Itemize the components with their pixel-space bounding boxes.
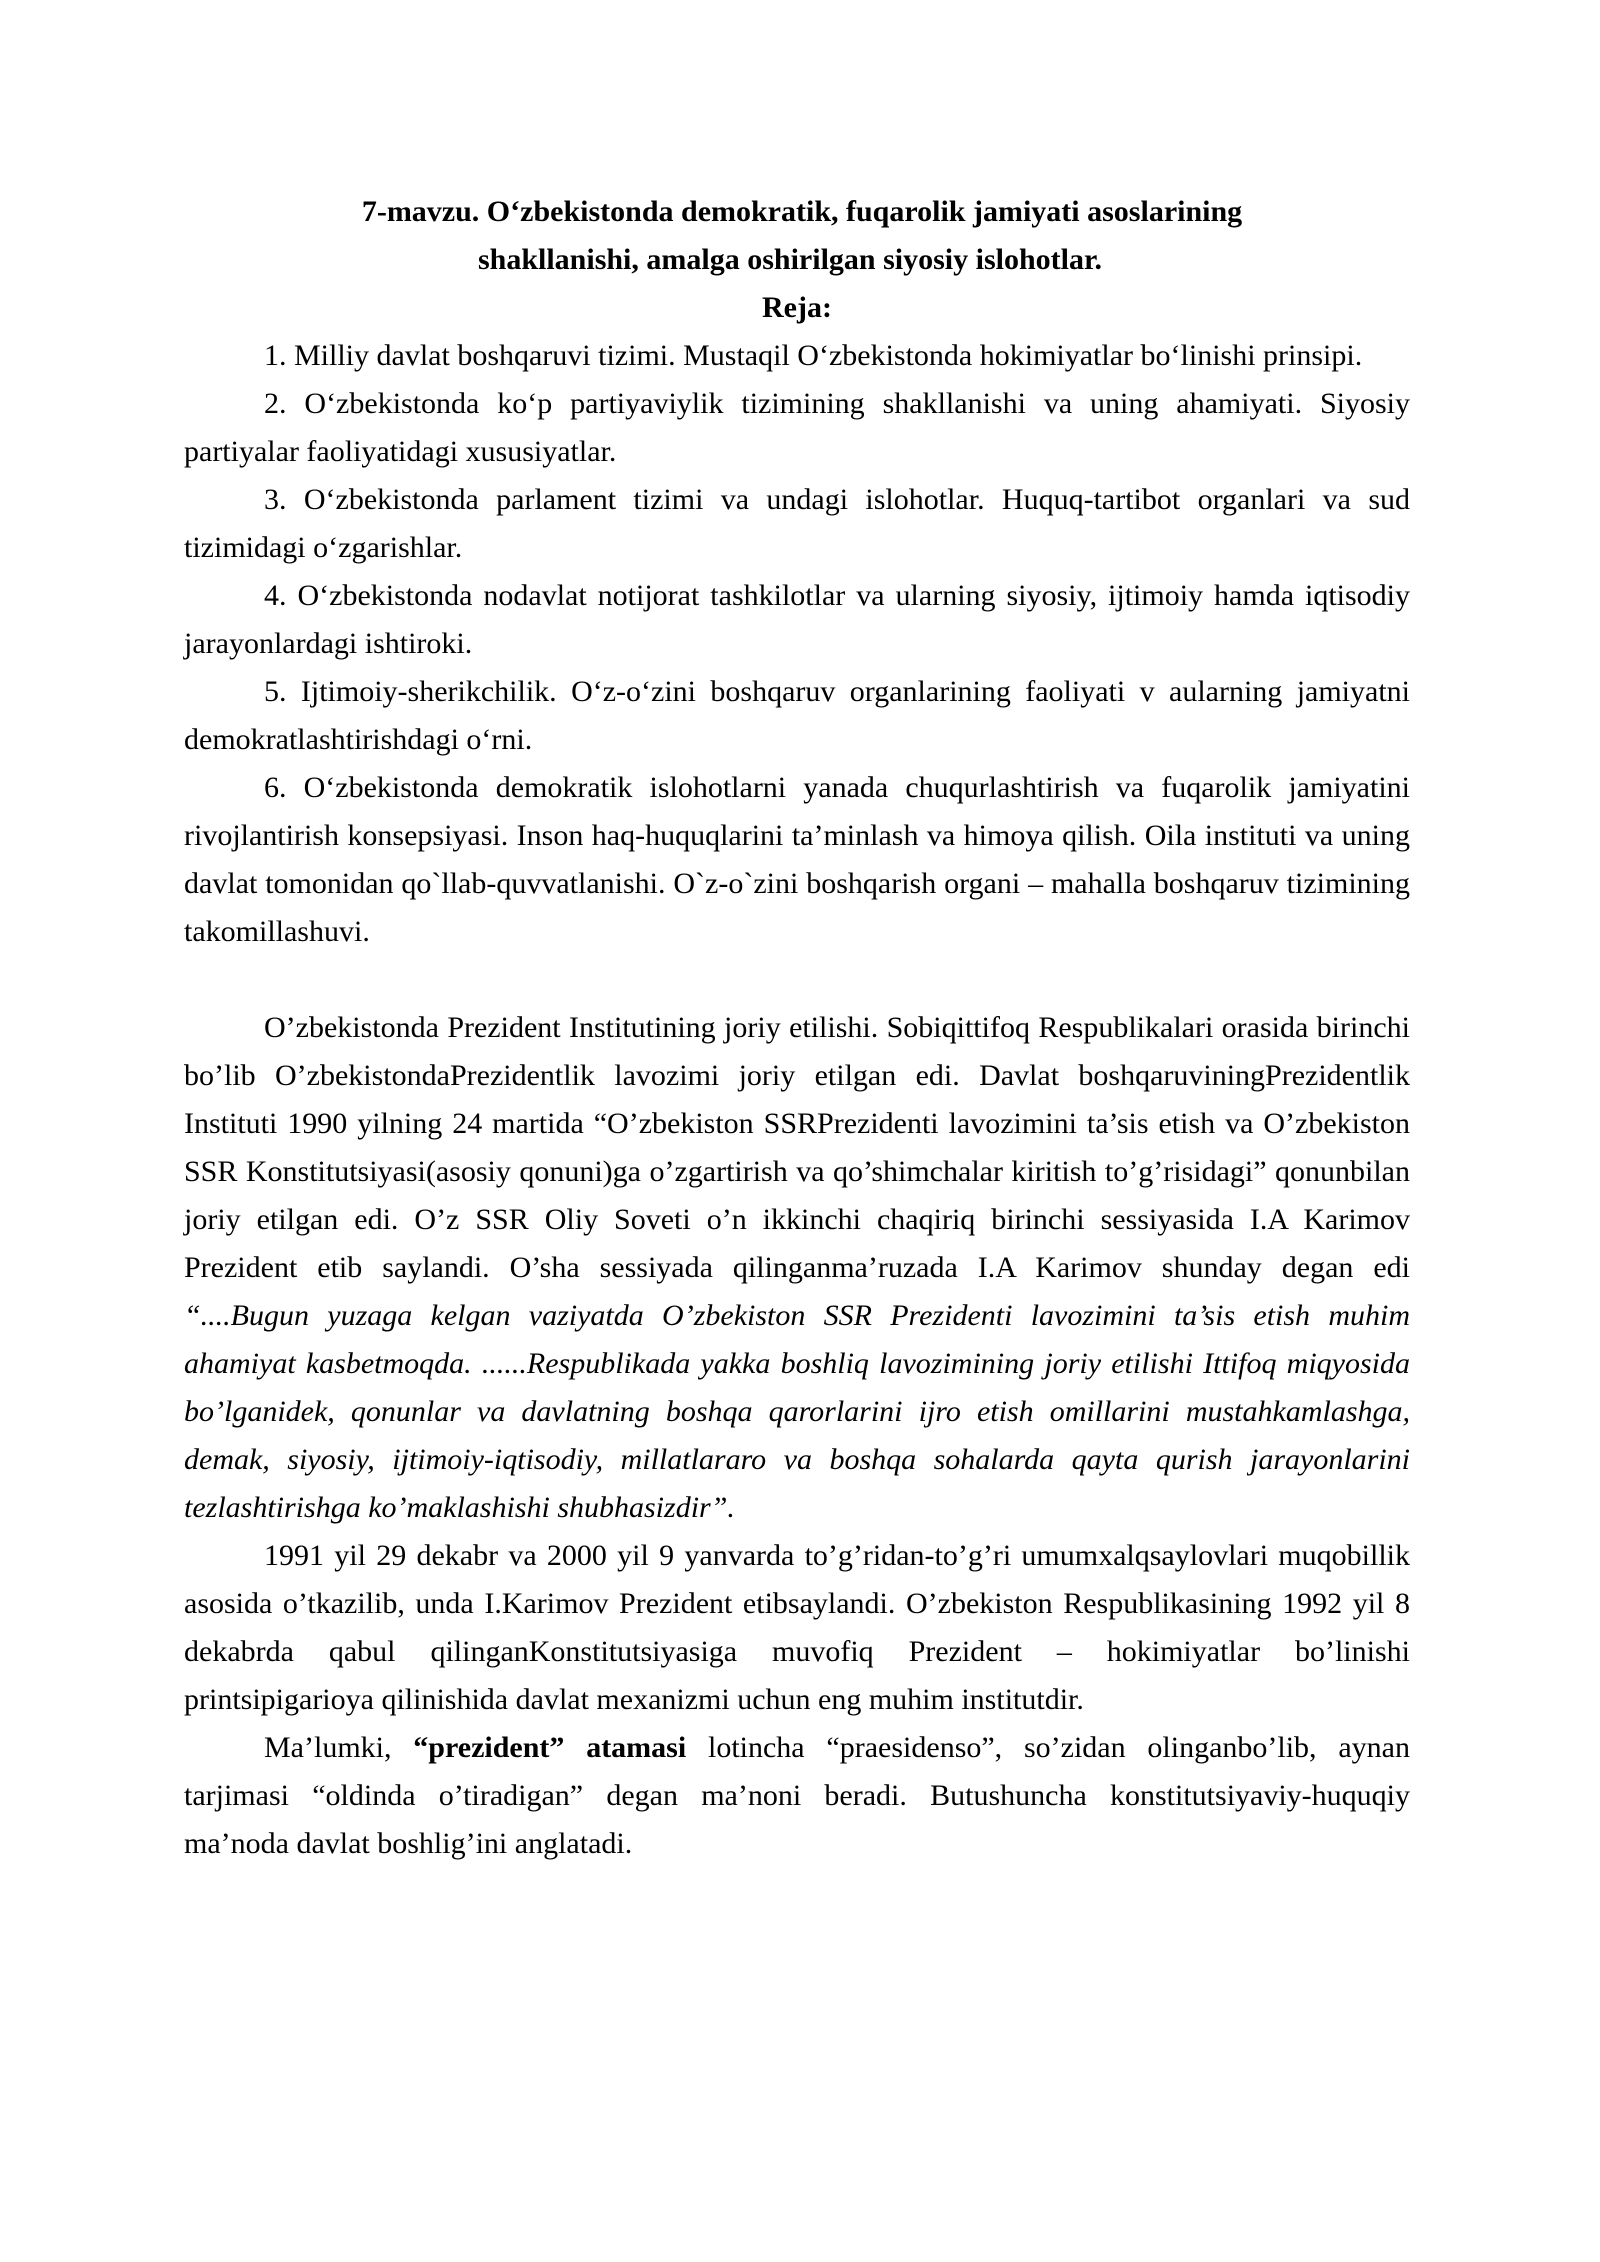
plan-list (184, 332, 1410, 956)
paragraph-3-rest: lotincha “praesidenso”, so’zidan olinganbo’lib, aynan tarjimasi “oldinda o’tiradigan” degan ma’noni beradi. Butushuncha konstitutsiyaviy-huquqiy ma’noda davlat boshlig’ini anglatadi. (184, 1731, 1410, 1860)
paragraph-spacer (184, 956, 1410, 1004)
plan-item-2: 2. O‘zbekistonda ko‘p partiyaviylik tizimining shakllanishi va uning ahamiyati. Siyosiy partiyalar faoliyatidagi xususiyatlar. (184, 387, 1410, 468)
paragraph-1-text: O’zbekistonda Prezident Institutining joriy etilishi. Sobiqittifoq Respublikalari orasida birinchi bo’lib O’zbekistondaPrezidentlik lavozimi joriy etilgan edi. Davlat boshqaruviningPrezidentlik Instituti 1990 yilning 24 martida “O’zbekiston SSRPrezidenti lavozimini ta’sis etish va O’zbekiston SSR Konstitutsiyasi(asosiy qonuni)ga o’zgartirish va qo’shimchalar kiritish to’g’risidagi” qonunbilan joriy etilgan edi. O’z SSR Oliy Soveti o’n ikkinchi chaqiriq birinchi sessiyasida I.A Karimov Prezident etib saylandi. O’sha sessiyada qilinganma’ruzada I.A Karimov shunday degan edi (184, 1011, 1410, 1284)
document-body (184, 188, 1410, 1868)
paragraph-term-definition (184, 1724, 1410, 1868)
paragraph-president-institute (184, 1004, 1410, 1532)
plan-heading: Reja: (762, 291, 832, 324)
term-president: “prezident” atamasi (413, 1731, 687, 1764)
document-title (184, 188, 1410, 284)
title-line-2: shakllanishi, amalga oshirilgan siyosiy islohotlar. (477, 243, 1103, 276)
plan-item-5: 5. Ijtimoiy-sherikchilik. O‘z-o‘zini boshqaruv organlarining faoliyati v aularning jamiyatni demokratlashtirishdagi o‘rni. (184, 675, 1410, 756)
plan-item-4: 4. O‘zbekistonda nodavlat notijorat tashkilotlar va ularning siyosiy, ijtimoiy hamda iqtisodiy jarayonlardagi ishtiroki. (184, 579, 1410, 660)
plan-item-6: 6. O‘zbekistonda demokratik islohotlarni yanada chuqurlashtirish va fuqarolik jamiyatini rivojlantirish konsepsiyasi. Inson haq-huquqlarini ta’minlash va himoya qilish. Oila instituti va uning davlat tomonidan qo`llab-quvvatlanishi. O`z-o`zini boshqarish organi – mahalla boshqaruv tizimining takomillashuvi. (184, 771, 1410, 948)
plan-item-1: 1. Milliy davlat boshqaruvi tizimi. Mustaqil O‘zbekistonda hokimiyatlar bo‘linishi prinsipi. (264, 339, 1363, 372)
plan-item-3: 3. O‘zbekistonda parlament tizimi va undagi islohotlar. Huquq-tartibot organlari va sud tizimidagi o‘zgarishlar. (184, 483, 1410, 564)
paragraph-3-lead: Ma’lumki, (264, 1731, 414, 1764)
title-line-1: 7-mavzu. O‘zbekistonda demokratik, fuqarolik jamiyati asoslarining (361, 195, 1243, 228)
paragraph-elections: 1991 yil 29 dekabr va 2000 yil 9 yanvarda to’g’ridan-to’g’ri umumxalqsaylovlari muqobillik asosida o’tkazilib, unda I.Karimov Prezident etibsaylandi. O’zbekiston Respublikasining 1992 yil 8 dekabrda qabul qilinganKonstitutsiyasiga muvofiq Prezident – hokimiyatlar bo’linishi printsipigarioya qilinishida davlat mexanizmi uchun eng muhim institutdir. (184, 1539, 1410, 1716)
karimov-quote: “....Bugun yuzaga kelgan vaziyatda O’zbekiston SSR Prezidenti lavozimini ta’sis etish muhim ahamiyat kasbetmoqda. ......Respublikada yakka boshliq lavozimining joriy etilishi Ittifoq miqyosida bo’lganidek, qonunlar va davlatning boshqa qarorlarini ijro etish omillarini mustahkamlashga, demak, siyosiy, ijtimoiy-iqtisodiy, millatlararo va boshqa sohalarda qayta qurish jarayonlarini tezlashtirishga ko’maklashishi shubhasizdir”. (184, 1299, 1410, 1524)
